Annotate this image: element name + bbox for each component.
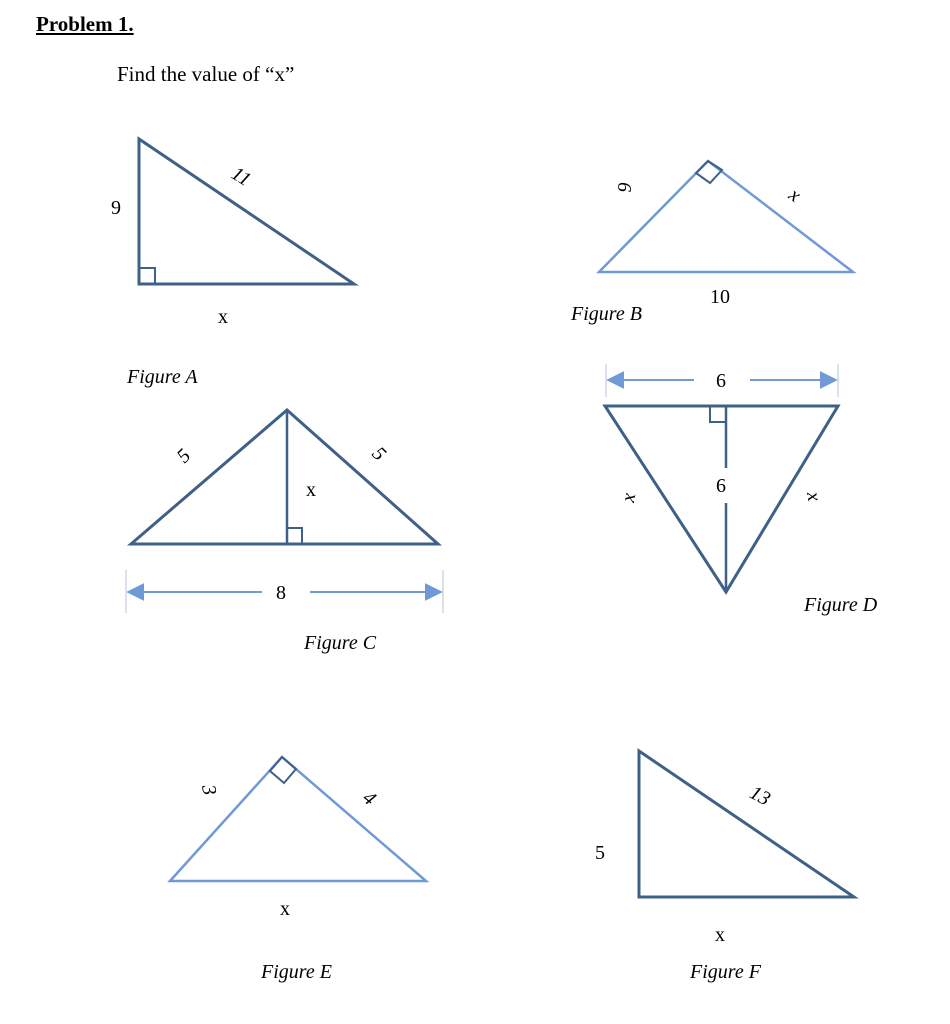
figure-d-label-right-side: x xyxy=(802,490,826,503)
figure-e xyxy=(170,757,426,983)
figure-a xyxy=(111,139,354,388)
figure-c-right-angle-marker xyxy=(287,528,302,544)
figure-d-label-left-side: x xyxy=(617,491,641,504)
figure-d xyxy=(605,364,878,616)
figure-d-right-angle-marker xyxy=(710,406,726,422)
figure-e-right-angle-marker xyxy=(270,757,296,783)
figure-b-caption: Figure B xyxy=(571,303,642,325)
figure-a-label-leg-horizontal: x xyxy=(218,306,228,328)
figure-c xyxy=(126,410,443,654)
figure-a-label-leg-vertical: 9 xyxy=(111,197,121,219)
figure-c-triangle xyxy=(131,410,438,544)
figure-e-caption: Figure E xyxy=(261,961,332,983)
figure-d-label-top-span: 6 xyxy=(716,370,726,392)
figure-e-label-base: x xyxy=(280,898,290,920)
figure-c-label-height: x xyxy=(306,479,316,501)
figure-a-triangle xyxy=(139,139,354,284)
problem-heading: Problem 1. xyxy=(36,12,134,36)
instruction-text: Find the value of “x” xyxy=(117,62,295,86)
figure-f xyxy=(595,751,854,983)
figure-b-label-base: 10 xyxy=(710,286,730,308)
figure-f-label-leg-horizontal: x xyxy=(715,924,725,946)
figure-d-label-height: 6 xyxy=(716,475,726,497)
figure-c-label-left-side: 5 xyxy=(172,444,196,468)
figure-c-caption: Figure C xyxy=(304,632,377,654)
figure-e-triangle xyxy=(170,757,426,881)
figure-b-triangle xyxy=(599,161,853,272)
figure-f-caption: Figure F xyxy=(690,961,761,983)
figure-c-label-right-side: 5 xyxy=(367,442,391,466)
figure-a-label-hypotenuse: 11 xyxy=(227,162,255,191)
figure-b-right-angle-marker xyxy=(696,161,722,183)
figure-d-caption: Figure D xyxy=(804,594,878,616)
figure-f-label-hypotenuse: 13 xyxy=(746,781,774,811)
figure-f-triangle xyxy=(639,751,854,897)
figure-a-caption: Figure A xyxy=(127,366,198,388)
figure-a-right-angle-marker xyxy=(139,268,155,284)
figure-b xyxy=(570,161,853,325)
figure-c-label-base-span: 8 xyxy=(276,582,286,604)
figure-b-label-right-side: x xyxy=(784,183,805,207)
figure-e-label-left-side: 3 xyxy=(197,783,221,797)
figure-f-label-leg-vertical: 5 xyxy=(595,842,605,864)
figure-e-label-right-side: 4 xyxy=(358,786,381,810)
figure-b-label-left-side: 6 xyxy=(613,182,635,192)
